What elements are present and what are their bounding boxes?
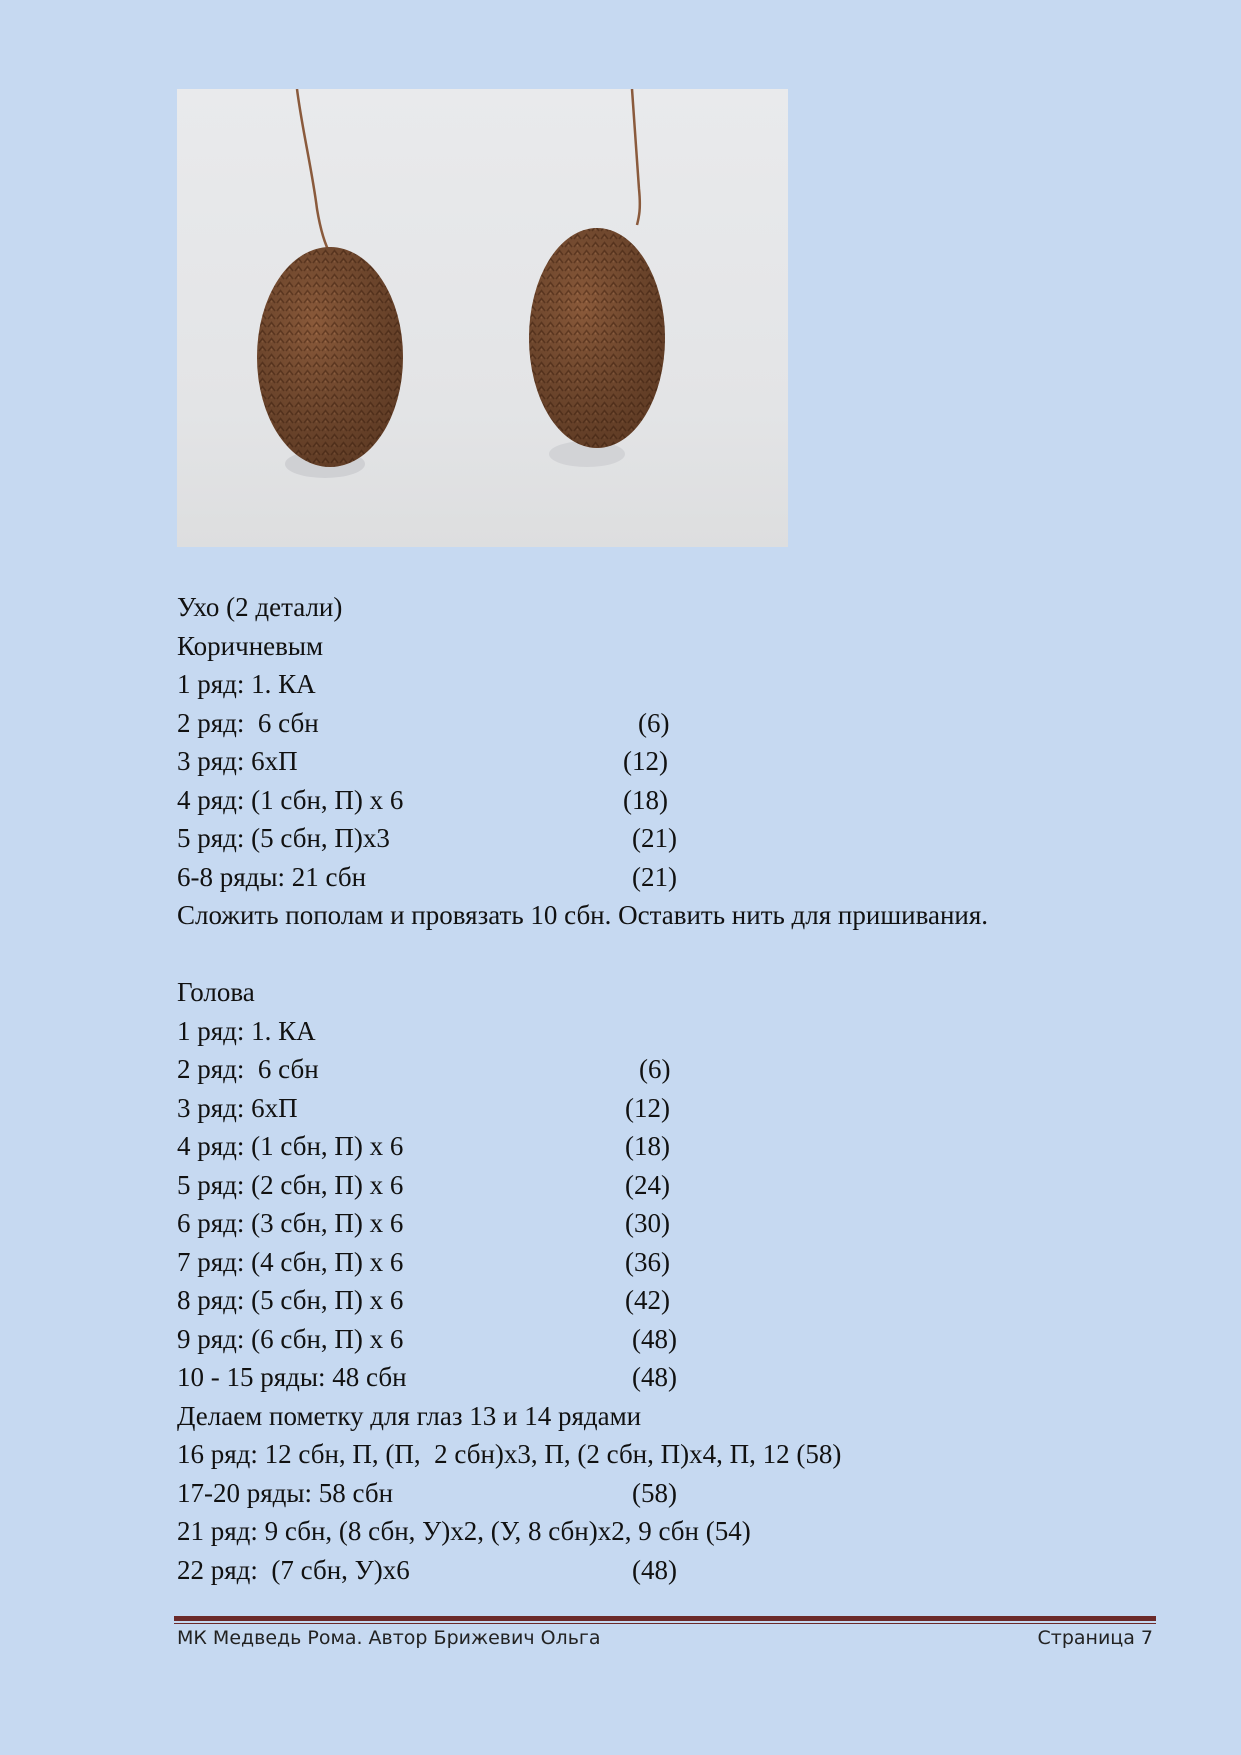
ear-finish: Сложить пополам и провязать 10 сбн. Оставить нить для пришивания. <box>177 900 989 930</box>
head-row-22: 22 ряд: (7 сбн, У)х6 (48) <box>177 1554 677 1585</box>
head-row-17-20: 17-20 ряды: 58 сбн (58) <box>177 1477 677 1508</box>
head-row-8: 8 ряд: (5 сбн, П) х 6 (42) <box>177 1285 670 1315</box>
page-number: Страница 7 <box>1037 1627 1153 1649</box>
ear-row-1: 1 ряд: 1. КА <box>177 669 316 699</box>
page-footer <box>177 1627 1153 1649</box>
head-row-10-15: 10 - 15 ряды: 48 сбн (48) <box>177 1362 677 1392</box>
ear-section <box>177 588 1077 935</box>
ear-color-note: Коричневым <box>177 630 324 661</box>
head-row-2: 2 ряд: 6 сбн (6) <box>177 1054 671 1084</box>
head-section <box>177 973 1077 1589</box>
ear-row-2: 2 ряд: 6 сбн (6) <box>177 707 670 738</box>
head-row-9: 9 ряд: (6 сбн, П) х 6 (48) <box>177 1323 677 1354</box>
footer-title: МК Медведь Рома. Автор Брижевич Ольга <box>177 1627 601 1649</box>
head-row-16: 16 ряд: 12 сбн, П, (П, 2 сбн)х3, П, (2 сбн, П)х4, П, 12 (58) <box>177 1439 842 1469</box>
ear-title: Ухо (2 детали) <box>177 592 343 622</box>
ear-row-4: 4 ряд: (1 сбн, П) х 6 (18) <box>177 784 668 815</box>
ear-row-6-8: 6-8 ряды: 21 сбн (21) <box>177 861 677 892</box>
ear-row-3: 3 ряд: 6хП (12) <box>177 746 668 776</box>
head-row-5: 5 ряд: (2 сбн, П) х 6 (24) <box>177 1169 670 1200</box>
head-row-6: 6 ряд: (3 сбн, П) х 6 (30) <box>177 1208 670 1238</box>
head-row-4: 4 ряд: (1 сбн, П) х 6 (18) <box>177 1131 670 1161</box>
footer-rule-thin <box>174 1623 1156 1624</box>
ear-row-5: 5 ряд: (5 сбн, П)х3 (21) <box>177 823 677 853</box>
crochet-ears-photo <box>177 89 788 547</box>
footer-rule <box>174 1616 1156 1621</box>
head-row-7: 7 ряд: (4 сбн, П) х 6 (36) <box>177 1246 670 1277</box>
ears-illustration <box>177 89 788 547</box>
head-row-21: 21 ряд: 9 сбн, (8 сбн, У)х2, (У, 8 сбн)х2, 9 сбн (54) <box>177 1516 751 1546</box>
head-title: Голова <box>177 977 255 1007</box>
head-row-3: 3 ряд: 6хП (12) <box>177 1092 670 1123</box>
head-row-1: 1 ряд: 1. КА <box>177 1015 316 1046</box>
head-eye-note: Делаем пометку для глаз 13 и 14 рядами <box>177 1400 642 1431</box>
